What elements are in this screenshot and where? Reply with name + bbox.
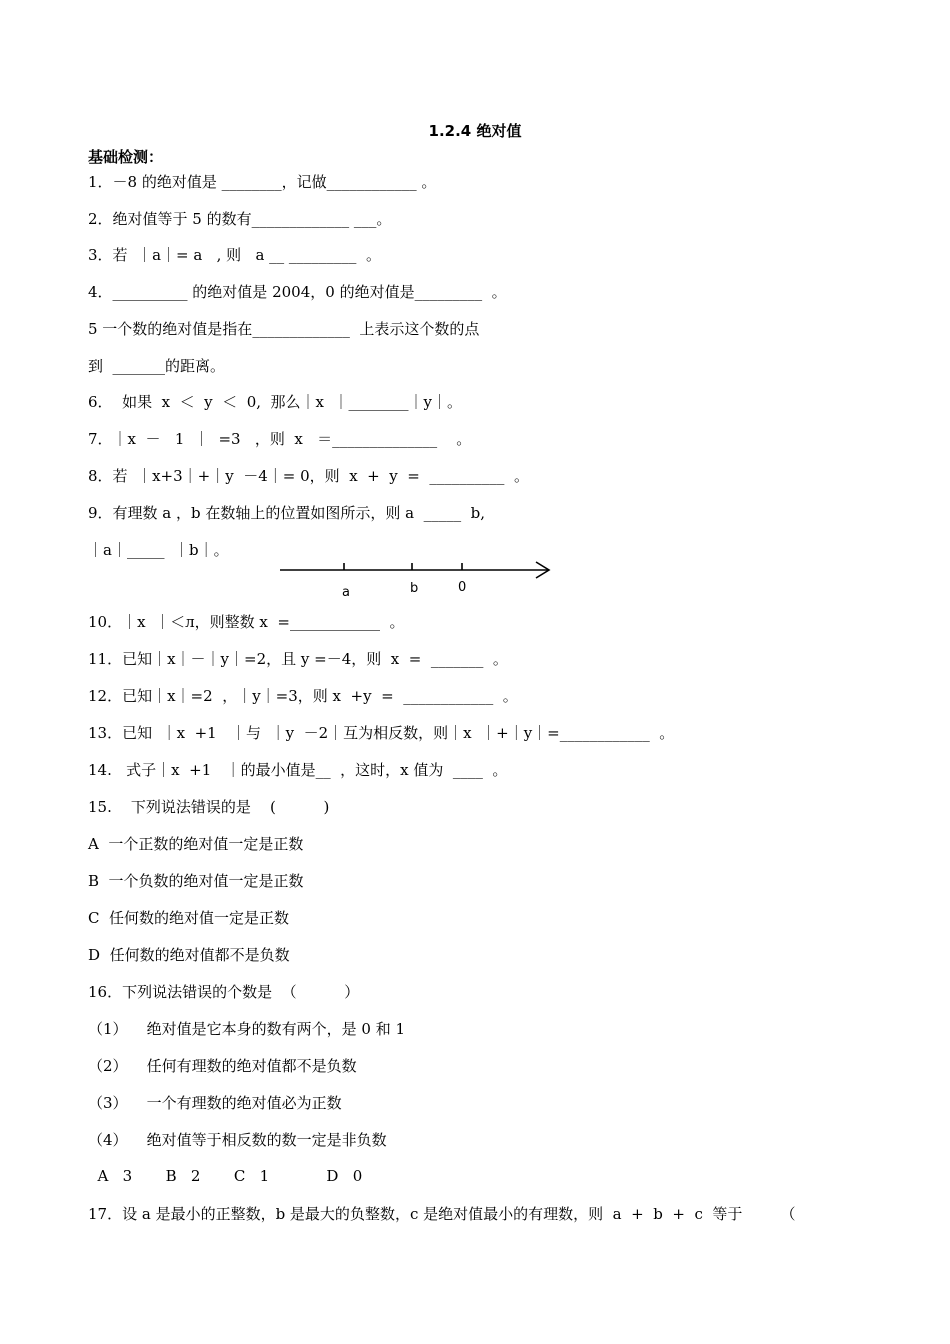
section-heading: 基础检测：	[88, 148, 164, 166]
statement-line: （4） 绝对值等于相反数的数一定是非负数	[88, 1131, 387, 1149]
question-line: 14. 式子｜x +1 ｜的最小值是__ ，这时，x 值为 ____ 。	[88, 761, 508, 779]
option-line: A 一个正数的绝对值一定是正数	[88, 835, 304, 853]
question-line: 13．已知 ｜x +1 ｜与 ｜y －2｜互为相反数，则｜x ｜+｜y｜=____________ 。	[88, 724, 675, 742]
option-line: B 一个负数的绝对值一定是正数	[88, 872, 304, 890]
question-line: 2．绝对值等于 5 的数有_____________ ___。	[88, 210, 392, 228]
label-a: a	[342, 585, 350, 600]
question-line: 12．已知｜x｜=2 ，｜y｜=3，则 x +y = ____________ 。	[88, 687, 518, 705]
question-line: 11．已知｜x｜－｜y｜=2，且 y =－4，则 x = _______ 。	[88, 650, 508, 668]
label-b: b	[410, 581, 419, 596]
question-line: 10．｜x ｜＜л，则整数 x =____________ 。	[88, 613, 405, 631]
question-line: 3．若 ｜a｜= a , 则 a __ _________ 。	[88, 246, 381, 264]
question-line: 7．｜x － 1 ｜ =3 ，则 x ＝______________ 。	[88, 430, 472, 448]
question-line: 到 _______的距离。	[88, 357, 226, 375]
label-0: 0	[458, 580, 467, 595]
number-line-figure	[280, 556, 555, 601]
question-line: 9．有理数 a ，b 在数轴上的位置如图所示，则 a _____ b,	[88, 504, 486, 522]
statement-line: （2） 任何有理数的绝对值都不是负数	[88, 1057, 357, 1075]
question-line: 1．－8 的绝对值是 ________，记做____________ 。	[88, 173, 437, 191]
question-line: 5 一个数的绝对值是指在_____________ 上表示这个数的点	[88, 320, 480, 338]
option-line: A 3 B 2 C 1 D 0	[88, 1167, 363, 1185]
question-line: ｜a｜_____ ｜b｜。	[88, 541, 229, 559]
question-line: 17．设 a 是最小的正整数，b 是最大的负整数，c 是绝对值最小的有理数，则 a + b + c 等于 （	[88, 1205, 796, 1223]
option-line: C 任何数的绝对值一定是正数	[88, 909, 290, 927]
question-line: 8．若 ｜x+3｜+｜y －4｜= 0，则 x + y = __________ 。	[88, 467, 529, 485]
question-line: 4．__________ 的绝对值是 2004，0 的绝对值是_________ 。	[88, 283, 507, 301]
question-line: 16．下列说法错误的个数是 （ ）	[88, 983, 360, 1001]
page-title: 1.2.4 绝对值	[428, 122, 522, 140]
statement-line: （1） 绝对值是它本身的数有两个，是 0 和 1	[88, 1020, 406, 1038]
statement-line: （3） 一个有理数的绝对值必为正数	[88, 1094, 342, 1112]
question-line: 6． 如果 x ＜ y ＜ 0, 那么｜x ｜________｜y｜。	[88, 393, 463, 411]
question-line: 15. 下列说法错误的是 ( )	[88, 798, 330, 816]
option-line: D 任何数的绝对值都不是负数	[88, 946, 290, 964]
